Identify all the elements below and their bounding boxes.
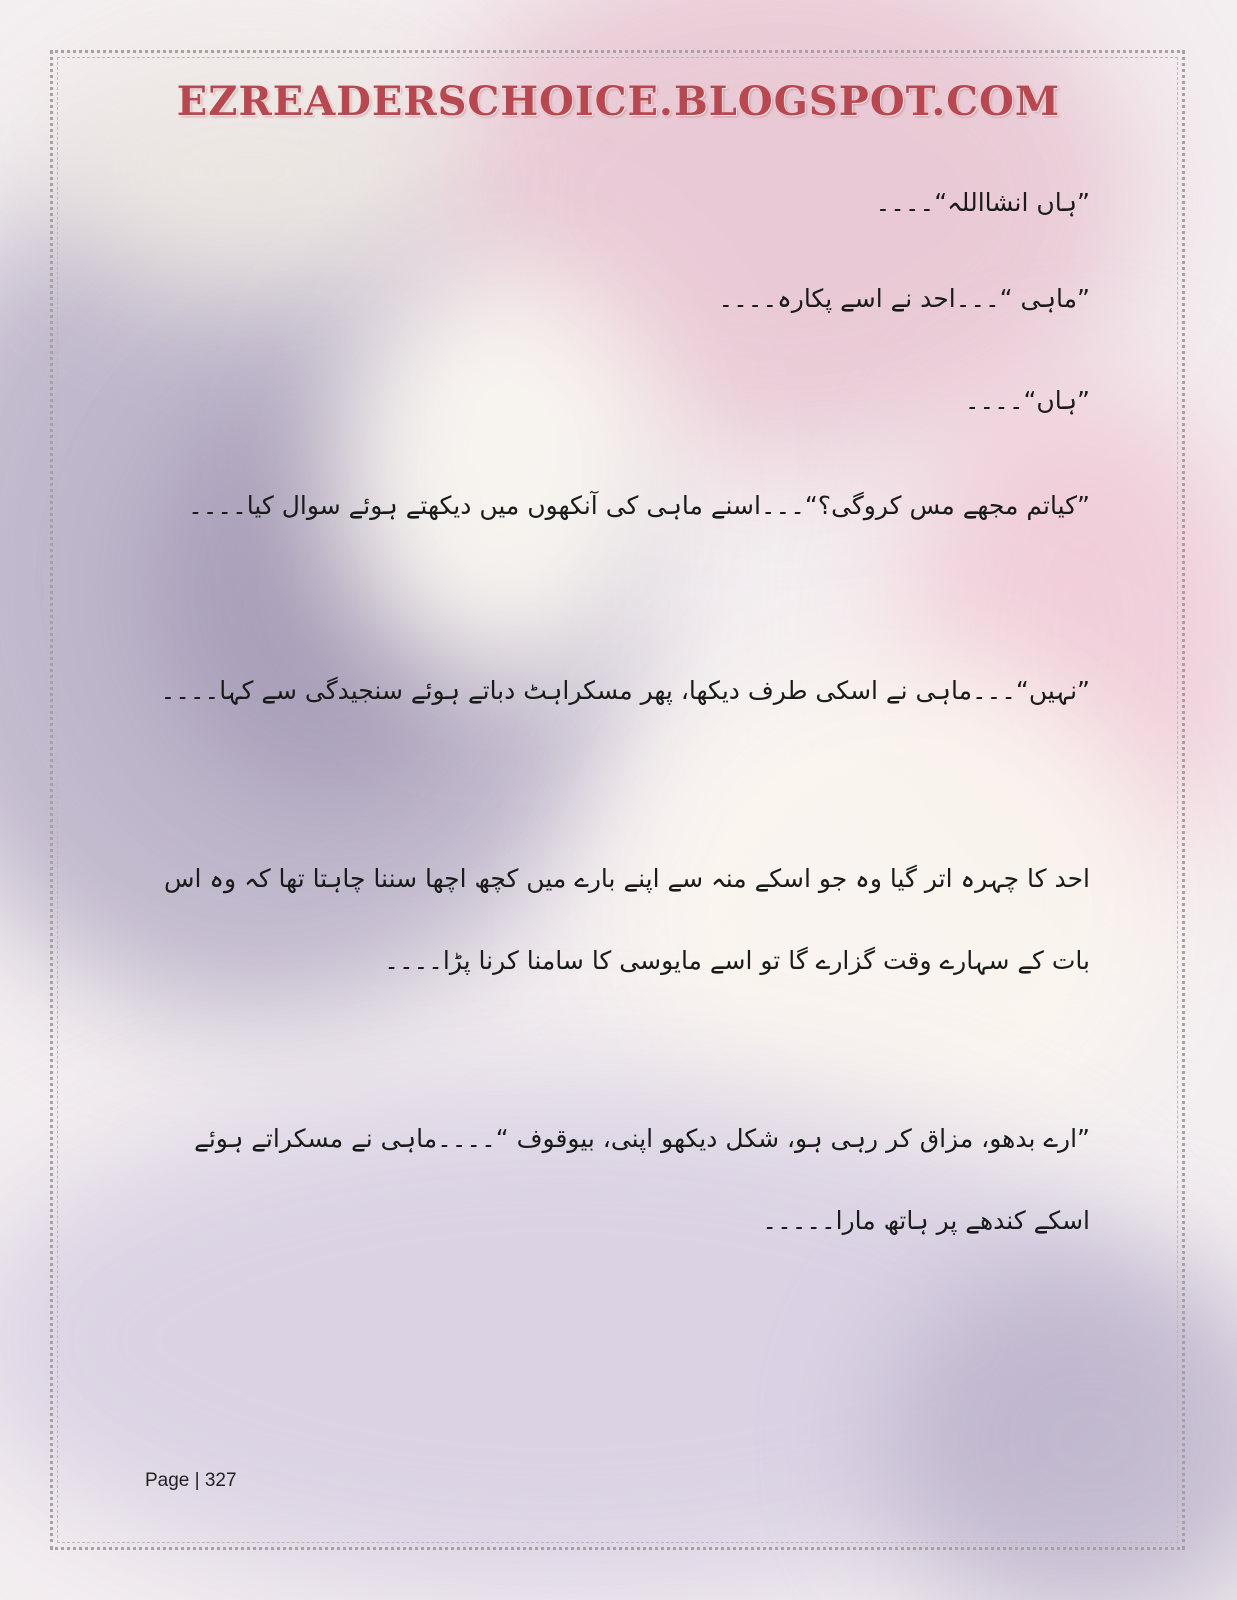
- paragraph: ”کیاتم مجھے مس کروگی؟“۔۔۔اسنے ماہی کی آنکھوں میں دیکھتے ہوئے سوال کیا۔۔۔۔: [188, 491, 1090, 520]
- paragraph: ”ماہی “۔۔۔احد نے اسے پکارہ۔۔۔۔: [718, 284, 1090, 313]
- paragraph: ”ارے بدھو، مزاق کر رہی ہو، شکل دیکھو اپنی، بیوقوف “۔۔۔۔ماہی نے مسکراتے ہوئے اسکے کندھے پر ہاتھ مارا۔۔۔۔۔: [194, 1124, 1090, 1235]
- paragraph: احد کا چہرہ اتر گیا وہ جو اسکے منہ سے اپنے بارے میں کچھ اچھا سننا چاہتا تھا کہ وہ اس بات کے سہارے وقت گزارے گا تو اسے مایوسی کا سامنا کرنا پڑا۔۔۔۔: [163, 864, 1090, 975]
- paragraph: ”ہاں انشااللہ“۔۔۔۔: [875, 188, 1090, 217]
- page-number: Page | 327: [145, 1470, 237, 1491]
- paragraph: ”ہاں“۔۔۔۔: [964, 386, 1090, 415]
- page-body: [140, 0, 1090, 1600]
- paragraph: ”نہیں“۔۔۔ماہی نے اسکی طرف دیکھا، پھر مسکراہٹ دباتے ہوئے سنجیدگی سے کہا۔۔۔۔: [160, 676, 1090, 705]
- site-header: EZREADERSCHOICE.BLOGSPOT.COM: [176, 78, 1061, 125]
